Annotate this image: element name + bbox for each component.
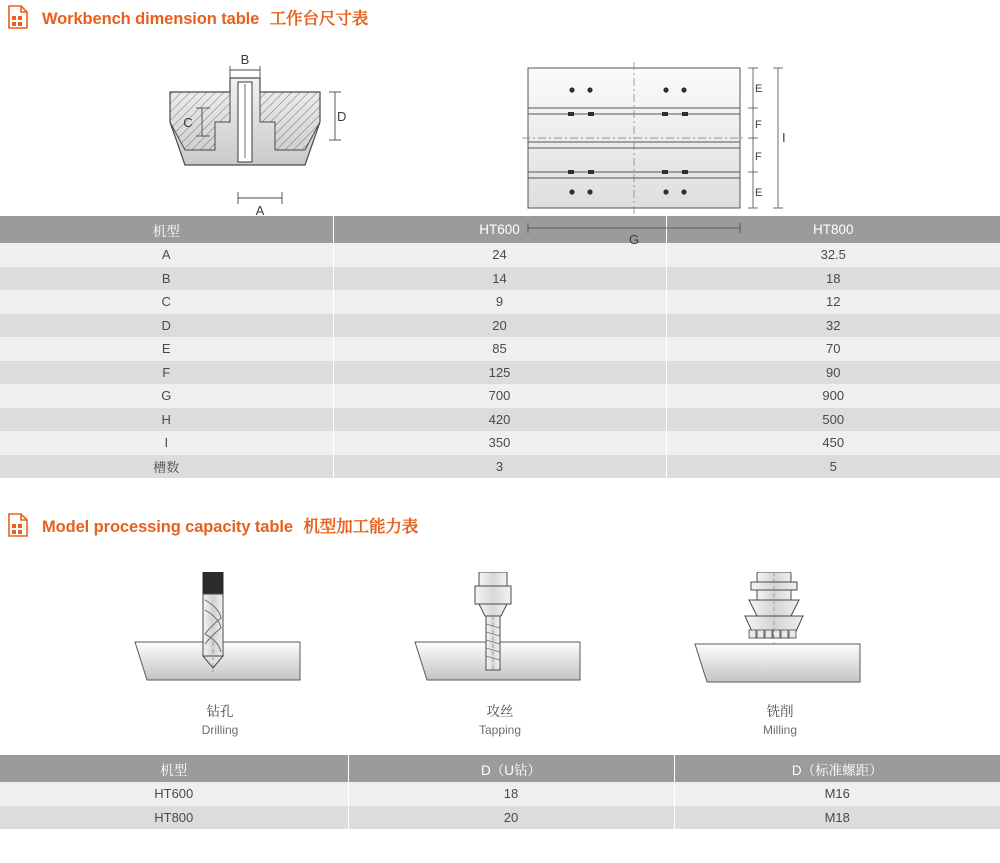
column-header-ht800: HT800: [666, 216, 1000, 243]
cell-model: HT800: [0, 806, 348, 830]
process-illustrations: [0, 572, 1000, 737]
process-label-en: Tapping: [478, 723, 522, 737]
process-label-en: Milling: [762, 723, 797, 737]
section-title-cn: 工作台尺寸表: [269, 10, 369, 28]
table-document-icon: [6, 512, 32, 538]
cell-label: H: [0, 408, 333, 432]
column-header-model: 机型: [0, 216, 333, 243]
table-document-icon: [6, 4, 32, 30]
cell-ht800: 90: [666, 361, 1000, 385]
svg-text:G: G: [628, 232, 640, 246]
section-heading-workbench: [0, 4, 1000, 30]
cell-ht600: 125: [333, 361, 666, 385]
svg-text:B: B: [240, 52, 250, 67]
cell-ht800: 18: [666, 267, 1000, 291]
drill-bit-icon: [115, 572, 325, 692]
table-row: [0, 431, 1000, 455]
section2-title-en: Model processing capacity table: [42, 518, 293, 536]
cell-thread: M16: [674, 782, 1000, 806]
svg-text:A: A: [255, 203, 265, 218]
process-item-drilling: [115, 572, 325, 737]
cell-thread: M18: [674, 806, 1000, 830]
table-row: [0, 806, 1000, 830]
cell-ht800: 32.5: [666, 243, 1000, 267]
cell-label: G: [0, 384, 333, 408]
svg-text:E: E: [755, 187, 763, 199]
section-title-workbench: [42, 5, 368, 29]
cell-model: HT600: [0, 782, 348, 806]
table-row: [0, 337, 1000, 361]
column-header-ht600: HT600: [333, 216, 666, 243]
cell-ht800: 5: [666, 455, 1000, 479]
cell-udrill: 18: [348, 782, 674, 806]
cell-udrill: 20: [348, 806, 674, 830]
table-row: [0, 243, 1000, 267]
table-row: [0, 408, 1000, 432]
table-header-row: [0, 755, 1000, 782]
table-row: [0, 290, 1000, 314]
section2-title-cn: 机型加工能力表: [303, 518, 419, 536]
cell-ht600: 9: [333, 290, 666, 314]
column-header-thread: D（标准螺距）: [674, 755, 1000, 782]
cell-label: F: [0, 361, 333, 385]
table-row: [0, 267, 1000, 291]
cell-label: B: [0, 267, 333, 291]
table-row: [0, 314, 1000, 338]
svg-text:F: F: [755, 151, 762, 163]
worktable-top-view-drawing: [510, 46, 830, 246]
cell-ht600: 350: [333, 431, 666, 455]
cell-label: 槽数: [0, 455, 333, 479]
process-label-cn: 攻丝: [486, 704, 514, 719]
workbench-dimension-table: [0, 216, 1000, 478]
cell-label: D: [0, 314, 333, 338]
cell-ht600: 700: [333, 384, 666, 408]
cell-ht800: 500: [666, 408, 1000, 432]
column-header-udrill: D（U钻）: [348, 755, 674, 782]
process-label-cn: 钻孔: [206, 704, 234, 719]
table-row: [0, 384, 1000, 408]
process-item-tapping: [395, 572, 605, 737]
section-title-en: Workbench dimension table: [42, 10, 260, 28]
cell-ht800: 900: [666, 384, 1000, 408]
cell-label: A: [0, 243, 333, 267]
cell-ht800: 70: [666, 337, 1000, 361]
cell-label: C: [0, 290, 333, 314]
svg-text:D: D: [337, 109, 347, 124]
milling-cutter-icon: [675, 572, 885, 692]
tslot-cross-section-drawing: [130, 50, 430, 230]
table-row: [0, 782, 1000, 806]
process-item-milling: [675, 572, 885, 737]
table-row: [0, 455, 1000, 479]
column-header-model: 机型: [0, 755, 348, 782]
table-row: [0, 361, 1000, 385]
tap-tool-icon: [395, 572, 605, 692]
process-label-en: Drilling: [201, 723, 239, 737]
cell-ht600: 14: [333, 267, 666, 291]
svg-text:C: C: [183, 115, 193, 130]
svg-text:F: F: [755, 119, 762, 131]
svg-text:E: E: [755, 83, 763, 95]
cell-ht800: 32: [666, 314, 1000, 338]
cell-ht600: 85: [333, 337, 666, 361]
cell-ht600: 420: [333, 408, 666, 432]
cell-label: E: [0, 337, 333, 361]
cell-ht800: 450: [666, 431, 1000, 455]
cell-ht600: 3: [333, 455, 666, 479]
process-label-cn: 铣削: [766, 704, 794, 719]
svg-text:I: I: [782, 130, 786, 145]
processing-capacity-table: [0, 755, 1000, 829]
section-title-processing: [42, 513, 418, 537]
section-heading-processing: [0, 512, 1000, 538]
cell-label: I: [0, 431, 333, 455]
cell-ht600: 24: [333, 243, 666, 267]
cell-ht800: 12: [666, 290, 1000, 314]
cell-ht600: 20: [333, 314, 666, 338]
